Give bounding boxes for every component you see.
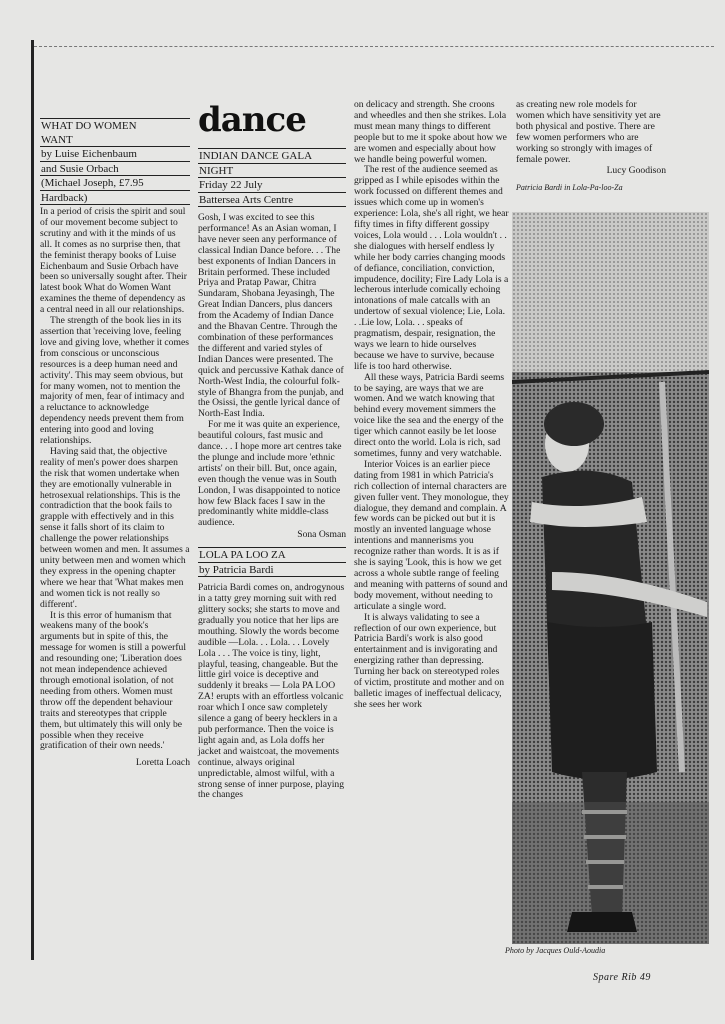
review1-author: Loretta Loach	[135, 757, 190, 769]
review3-paragraph-4: All these ways, Patricia Bardi seems to be saying, are ways that we are women. And we watch knowing that behind every movement simmers the voice like the sea and the energy of the tiger which cannot easily be let loose direct onto the world. Lola is rich, sad sometimes, funny and very watchable.	[354, 371, 505, 459]
review1-paragraph-4: It is this error of humanism that weakens many of the book's arguments but in spite of this, the message for women is still a powerful and resounding one; 'Liberation does not mean independence achieved through emotional isolation, of not needing from others. Women must throw off the dependent behaviour traits and stereotypes that cripple them, but ultimately this will only be possible when they receive gratification of their own needs.'	[40, 609, 187, 752]
section-title: dance	[198, 100, 306, 140]
review2-paragraph-1: Gosh, I was excited to see this performance! As an Asian woman, I have never seen any performance of classical Indian Dance before. . . The best exponents of Indian Dancers in Britain performed. These included Priya and Pratap Pawar, Chitra Sundaram, Shobana Jeyasingh, The Great Indian Dancers, plus dancers from the Academy of Indian Dance and the Bhavan Centre. Through the combination of these performances the different and varied styles of Indian Dances were presented. The quick and percussive Kathak dance of North-West India, the colourful folk-style of Bhangra from the punjab, and the Osissi, the gentle lyrical dance of North-East India.	[198, 212, 344, 420]
review2-paragraph-2: For me it was quite an experience, beautiful colours, fast music and dance. . . I hope more art centres take the plunge and include more 'ethnic artists' on their bill. But, once again, even though the venue was in South London, I was disappointed to notice how few Black faces I saw in the predominantly white middle-class audience.	[198, 419, 342, 529]
review-what-do-women-want	[40, 118, 190, 769]
photo-caption	[516, 183, 706, 193]
book-format-line: Hardback)	[40, 191, 190, 206]
lola-performer: by Patricia Bardi	[198, 563, 346, 578]
lola-heading	[198, 547, 346, 577]
lola-ending-column	[516, 100, 706, 195]
review3-paragraph-6: It is always validating to see a reflection of our own experience, but Patricia Bardi's work is also good entertainment and is invigorating and energizing rather than depressing. Turning her back on stereotyped roles of victim, prostitute and mother and on balletic images of ineffectual delicacy, she sees her work	[354, 611, 505, 710]
book-title-line-1: WHAT DO WOMEN	[41, 120, 137, 132]
book-publisher-line: (Michael Joseph, £7.95	[40, 176, 190, 191]
review3-paragraph-1: Patricia Bardi comes on, androgynous in a tatty grey morning suit with red glittery socks; she starts to move and gradually you notice that her lips are mouthing. Slowly the words become audible —Lola. . . Lola. . . Lovely Lola . . . The voice is tiny, light, playful, teasing, changeable. But the little girl voice is deceptive and suddenly it breaks — Lola PA LOO ZA! erupts with an effortless volcanic roar which I once saw completely silence a gang of beery hecklers in a pub performance. Then the voice is light again and, as Lola doffs her jacket and waistcoat, the movements continue, always original unpredictable, almost wilful, with a strong sense of inner purpose, playing the changes	[198, 582, 345, 801]
gala-date: Friday 22 July	[198, 178, 346, 193]
review1-paragraph-2: The strength of the book lies in its assertion that 'receiving love, feeling love and giving love, whether it comes from conscious or unconscious resources is a deep human need and activity'. This may seem obvious, but for many women, not to mention the majority of men, fear of intimacy and a reluctance to acknowledge dependency needs prevent them from entering into good and loving relationships.	[40, 315, 189, 447]
book-title-line-2: WANT	[40, 133, 190, 148]
dance-column	[198, 100, 346, 801]
photo-credit: Photo by Jacques Ould-Aoudia	[505, 946, 606, 955]
lola-title: LOLA PA LOO ZA	[198, 548, 346, 563]
gala-title-line-1: INDIAN DANCE GALA	[198, 149, 346, 164]
book-author-line-1: by Luise Eichenbaum	[40, 147, 190, 162]
review3-paragraph-5: Interior Voices is an earlier piece dating from 1981 in which Patricia's rich collection of internal characters are given fuller vent. They monologue, they dialogue, they demand and complain. A few words can be picked out but it is mostly an invented language whose intentions and mannerisms you recognize rather than words. It is as if she is saying 'Look, this is how we get across a whole subtle range of feeling and meaning with patterns of sound and body movement, without needing to articulate a single word.	[354, 458, 509, 612]
left-column-rule	[31, 40, 34, 960]
review1-paragraph-3: Having said that, the objective reality of men's power does sharpen the risk that women undertake when they are emotionally vulnerable in hetrosexual relationships. This is the contradiction that the book fails to grapple with effectively and in this sense it falls short of its claim to challenge the power relationships between women and men. It assumes a unity between men and women which they express in the opening chapter where we hear that 'What makes men and women tick is not really so different'.	[40, 445, 190, 610]
review1-paragraph-1: In a period of crisis the spirit and soul of our movement become subject to scrutiny and with it the minds of us all. It comes as no surprise then, that the feminist therapy books of Luise Eichenbaum and Susie Orbach have been so universally sought after. Their latest book What do Women Want examines the theme of dependency as a central need in all our relationships.	[40, 206, 187, 316]
review3-paragraph-7: as creating new role models for women which have sensitivity yet are both physical and postive. There are few women performers who are working so strongly with images of female power.	[516, 99, 661, 165]
performance-photo	[512, 212, 709, 944]
lola-continued-column	[354, 100, 509, 711]
gala-title-line-2: NIGHT	[198, 164, 346, 179]
review3-paragraph-2: on delicacy and strength. She croons and wheedles and then she strikes. Lola must mean many things to different people but to me it spoke about how we are women and especially about how we handle being powerful women.	[354, 99, 507, 165]
review2-author: Sona Osman	[297, 529, 346, 541]
book-heading	[40, 118, 190, 205]
page-footer: Spare Rib 49	[593, 972, 651, 983]
top-dashed-border	[34, 46, 714, 47]
gala-heading	[198, 148, 346, 207]
book-author-line-2: and Susie Orbach	[40, 162, 190, 177]
photo-halftone-image	[512, 212, 709, 944]
caption-work: in Lola-Pa-loo-Za	[562, 183, 623, 193]
caption-performer: Patricia Bardi	[516, 183, 563, 193]
review3-author: Lucy Goodison	[606, 165, 666, 177]
gala-venue: Battersea Arts Centre	[198, 193, 346, 208]
review3-paragraph-3: The rest of the audience seemed as gripped as I while episodes within the work focussed on different themes and issues which come up in women's experience: Lola, she's all right, we hear fifty times in fifty different gossipy voices, Lola would . . . Lola wouldn't . . she dialogues with herself endless ly while her body carries changing moods of defiance, conciliation, conviction, impudence, docility; Fire Lady Lola is a lecherous interlude comically echoing intonations of male catcalls with an undertow of sexual violence; Lie, Lola. . .Lie low, Lola. . . speaks of pragmatism, despair, resignation, the ways we learn to hide ourselves because we have to survive, because life is too hard otherwise.	[354, 164, 509, 372]
